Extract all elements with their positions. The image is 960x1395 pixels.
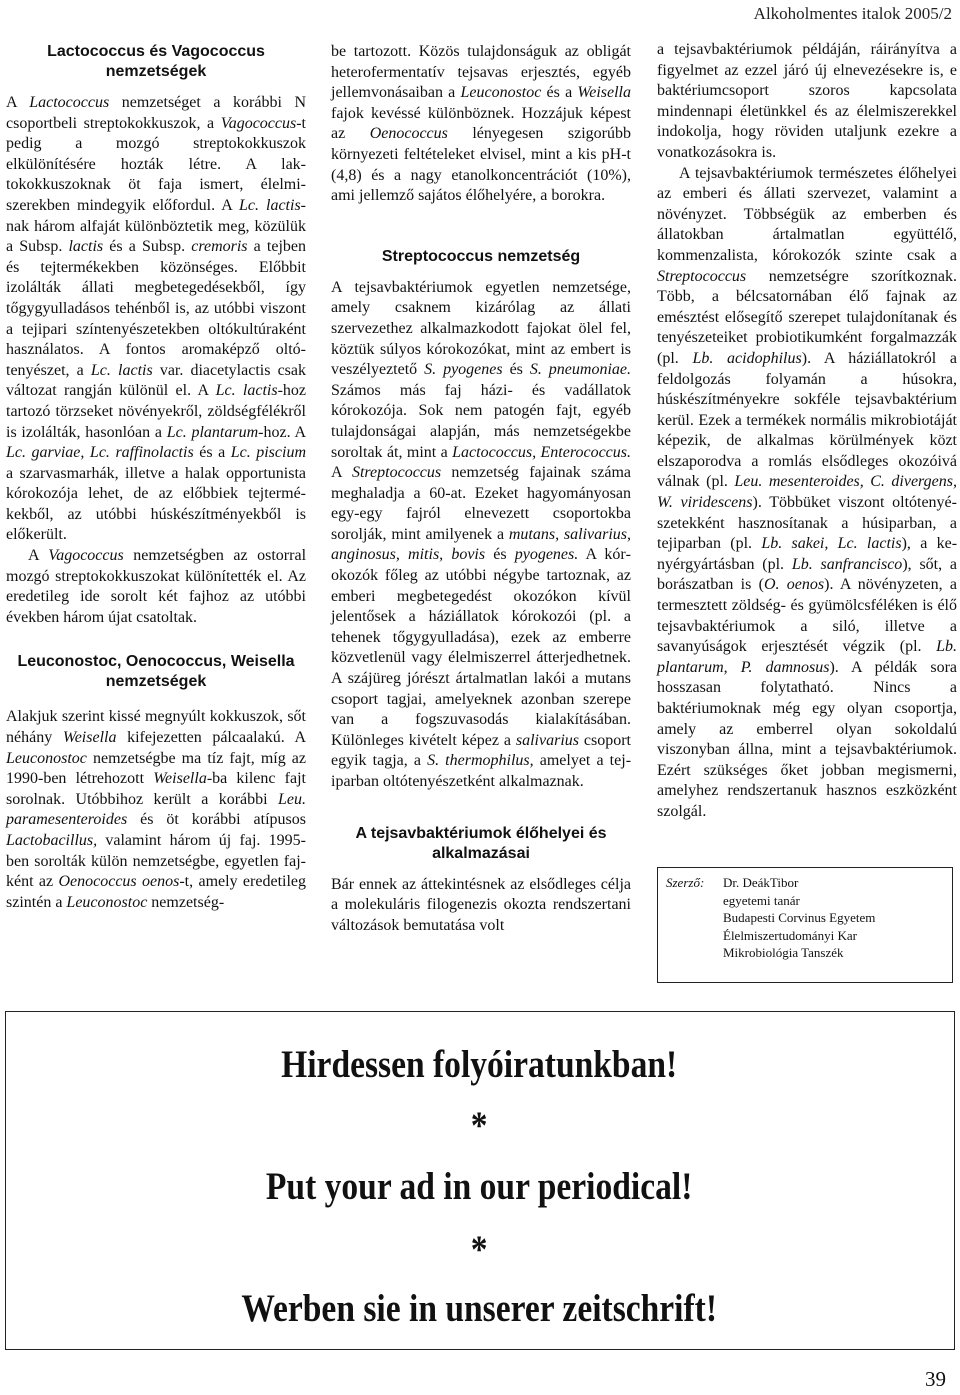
taxon-name: Weisella xyxy=(577,84,631,102)
section-heading-leuconostoc: Leuconostoc, Oenococcus, Weisella nemzetségek xyxy=(17,653,295,691)
author-faculty: Élelmiszertudományi Kar xyxy=(723,927,857,943)
taxon-name: mutans, salivarius, anginosus, mitis, bovis xyxy=(331,525,632,564)
taxon-name: Streptococcus xyxy=(351,464,442,482)
taxon-name: Lb. sanfrancisco xyxy=(791,555,903,573)
paragraph-vagococcus: A Vagococcus nemzetségben az ostorral mozgó streptokokkuszokat különítették el. Az eredetileg ide sorolt két fajhoz az utóbbi években három újat csatoltak. xyxy=(6,547,307,626)
taxon-name: Lc. lactis xyxy=(215,382,278,400)
section-heading-streptococcus: Streptococcus nemzetség xyxy=(381,247,581,265)
taxon-name: Lc. piscium xyxy=(230,444,307,462)
taxon-name: Lactococcus, Enterococcus. xyxy=(452,443,632,461)
taxon-name: pyogenes. xyxy=(514,546,579,564)
paragraph-habitats-intro: Bár ennek az áttekintésnek az elsődleges célja a molekuláris filogenezis okozta rendszertani változások bemutatása volt xyxy=(331,875,631,934)
taxon-name: Lc. lactis xyxy=(238,196,301,214)
paragraph-lactococcus: A Lactococcus nemzetséget a korábbi N csoportbeli streptokokkuszok, a Vagococcus-t pedig a mozgó streptokokkuszok elkülönítésére hozták létre. A laktokokkuszoknak öt faja ismert, élelmiszerekben mindegyik előfordul. A Lc. lactis-nak három alfaját különböztetik meg, közülük a Subsp. lactis és a Subsp. cremoris a tejben és tejtermékekben közönséges. Előbbit izolálták állati megbetegedésekből, így tőgygyulladásos tehénből is, az utóbbi viszont a tejipari színtenyészetekben oltókultúraként használatos. A fontos aromaképző oltótenyészet, a Lc. lactis var. diacetylactis csak változat rangján különül el. A Lc. lactis-hoz tartozó törzseket növényekről, zöldségfélékről is izolálták, hasonlóan a Lc. plantarum-hoz. A Lc. garviae, Lc. raffinolactis és a Lc. piscium a szarvasmarhák, illetve a halak opportunista kórokozója lehet, de az előbbiek tejtermékekből, az utóbbi húskészítményekből is előkerült. xyxy=(6,94,307,544)
ad-line-hungarian: Hirdessen folyóiratunkban! xyxy=(281,1043,678,1086)
author-label: Szerző: xyxy=(666,875,705,890)
paragraph-oenococcus: be tartozott. Közös tulajdonságuk az obligát heterofermentatív tejsavas erjesztés, egyéb jellemvonásaiban a Leuconostoc és a Weisella fajok kevéssé különböznek. Hozzájuk képest az Oenococcus lényegesen szigorúbb környezeti feltételeket elvisel, mint a kis pH-t (4,8) és a nagy etanolkoncentrációt (10%), ami jellemző sajátos élőhelyére, a borokra. xyxy=(331,43,632,205)
author-box xyxy=(657,867,953,983)
ad-separator-star: * xyxy=(470,1228,488,1271)
taxon-name: S. pneumoniae. xyxy=(529,361,631,379)
section-heading-habitats: A tejsavbaktériumok élőhelyei és alkalmazásai xyxy=(355,824,607,862)
taxon-name: Leu. paramesenteroides xyxy=(6,790,306,829)
taxon-name: Oenococcus oenos xyxy=(58,873,180,891)
taxon-name: Lb. plantarum, P. damnosus xyxy=(657,638,957,676)
taxon-name: Lc. lactis xyxy=(90,361,153,379)
taxon-name: Weisella xyxy=(153,770,207,788)
author-name: Dr. DeákTibor xyxy=(723,875,799,890)
author-details xyxy=(723,874,946,962)
section-heading-lactococcus: Lactococcus és Vagococcus nemzetségek xyxy=(47,43,265,80)
paragraph-habitats-detail: A tejsavbaktériumok természetes élőhelyei az emberi és állati szervezet, valamint a növényzet. Többségük az emberben és állatokban ártalmatlan együttélő, kommenzalista, kórokozók szinte csak a Streptococcus nemzetségre szorítkoznak. Több, a bélcsatornában élő fajnak az emésztést elősegítő szerepet tulajdonítanak és tenyészeteiket probiotikumként forgalmazzák (pl. Lb. acidophilus). A háziállatokról a feldolgozás folyamán a húsokra, húskészítményekre sokféle tejsavbaktérium kerül. Ezek a termékek normális mikrobiotáját képezik, de alkalmas körülmények közt elszaporodva a romlás elsődleges okozóivá válnak (pl. Leu. mesenteroides, C. divergens, W. viridescens). Többüket viszont oltótenyészetekként hasznosítanak a húsiparban, a tejiparban (pl. Lb. sakei, Lc. lactis), a kenyérgyártásban (pl. Lb. sanfrancisco), sőt, a borászatban is (O. oenos). A növényzeten, a termesztett zöldség- és gyümölcsféléken is élő tejsavbaktériumok a siló, illetve a savanyúságok erjesztését végzik (pl. Lb. plantarum, P. damnosus). A példák sora hosszasan folytatható. Nincs a baktériumoknak még egy olyan csoportja, amely az emberrel olyan sokoldalú viszonyban állna, mint a tejsavbaktériumok. Ezért szükséges őket jobban megismerni, amelyhez rendszertanuk hasznos eszközként szolgál. xyxy=(657,164,958,820)
taxon-name: salivarius xyxy=(515,731,579,749)
taxon-name: Lb. acidophilus xyxy=(692,349,802,367)
ad-line-german: Werben sie in unserer zeitschrift! xyxy=(241,1287,718,1330)
taxon-name: Lc. garviae, Lc. raffinolactis xyxy=(6,444,194,462)
taxon-name: cremoris xyxy=(191,238,248,256)
taxon-name: S. pyogenes xyxy=(424,361,503,379)
ad-line-english: Put your ad in our periodical! xyxy=(265,1165,693,1208)
author-department: Mikrobiológia Tanszék xyxy=(723,945,844,960)
ad-separator-star: * xyxy=(470,1104,488,1147)
taxon-name: O. oenos xyxy=(763,576,825,594)
author-institution: Budapesti Corvinus Egyetem xyxy=(723,910,876,925)
paragraph-habitats-continued: a tejsavbaktériumok példáján, ráirányítva a figyelmet az ezzel járó új elnevezésekre is, e baktériumcsoport szoros kapcsolata mindennapi életünkkel és az élelmiszerekkel indokolja, hogy röviden utaljunk ezekre a vonatkozásokra is. xyxy=(657,41,957,161)
taxon-name: Streptococcus xyxy=(657,267,747,285)
paragraph-streptococcus: A tejsavbaktériumok egyetlen nemzetsége, amely csaknem kizárólag az állati szervezethez alkalmazkodott fajokat ölel fel, köztük súlyos kórokozókat, mint az embert is veszélyeztető S. pyogenes és S. pneumoniae. Számos más faj házi- és vadállatok kórokozója. Sok nem patogén fajt, egyéb tulajdonságai alapján, más nemzetségekbe soroltak át, mint a Lactococcus, Enterococcus. A Streptococcus nemzetség fajainak száma meghaladja a 60-at. Ezeket hagyományosan egy-egy fajról elnevezett csoportokba sorolják, mint amilyenek a mutans, salivarius, anginosus, mitis, bovis és pyogenes. A kórokozók főleg az utóbbi négybe tartoznak, az emberi megbetegedést okozókon kívül jelentősek a háziállatok kórokozói (pl. a tehenek tőgygyulladása), ezek az emberre közvetlenül vagy élelmiszerrel átterjedhetnek. A szájüreg jórészt ártalmatlan lakói a mutans csoport tagjai, amelyeknek azonban szerepe van a fogszuvasodás kialakításában. Különleges kivételt képez a salivarius csoport egyik tagja, a S. thermophilus, amelyet a tejiparban oltótenyészetként alkalmaznak. xyxy=(331,278,632,790)
taxon-name: Lactococcus xyxy=(29,94,110,111)
taxon-name: lactis xyxy=(68,238,104,256)
taxon-name: Weisella xyxy=(62,729,117,747)
author-title: egyetemi tanár xyxy=(723,892,800,908)
taxon-name: Vagococcus xyxy=(220,114,297,132)
taxon-name: Leuconostoc xyxy=(66,893,148,911)
running-header: Alkoholmentes italok 2005/2 xyxy=(753,4,952,23)
paragraph-leuconostoc: Alakjuk szerint kissé megnyúlt kokkuszok, sőt néhány Weisella kifejezetten pálcaalakú. A Leuconostoc nemzetségbe ma tíz fajt, míg az 1990-ben létrehozott Weisella-ba kilenc fajt sorolnak. Utóbbihoz került a korábbi Leu. paramesenteroides és öt korábbi atípusos Lactobacillus, valamint három új faj. 1995-ben sorolták külön nemzetségbe, egyetlen fajként az Oenococcus oenos-t, amely eredetileg szintén a Leuconostoc nemzetség- xyxy=(6,708,307,911)
article-column-2 xyxy=(331,42,631,936)
taxon-name: Leuconostoc xyxy=(6,749,87,767)
taxon-name: Vagococcus xyxy=(48,547,124,565)
taxon-name: Lactobacillus, xyxy=(6,832,98,849)
taxon-name: Lc. plantarum xyxy=(166,423,259,441)
taxon-name: S. thermophilus, xyxy=(427,752,534,770)
taxon-name: Oenococcus xyxy=(369,125,448,143)
page-number: 39 xyxy=(925,1367,946,1391)
taxon-name: Leuconostoc xyxy=(460,84,542,102)
taxon-name: Lb. sakei, Lc. lactis xyxy=(761,535,902,553)
article-column-3 xyxy=(657,40,957,823)
advertisement-box xyxy=(5,1011,955,1350)
article-column-1 xyxy=(6,40,306,913)
taxon-name: Leu. mesenteroides, C. divergens, W. viridescens xyxy=(657,473,958,512)
